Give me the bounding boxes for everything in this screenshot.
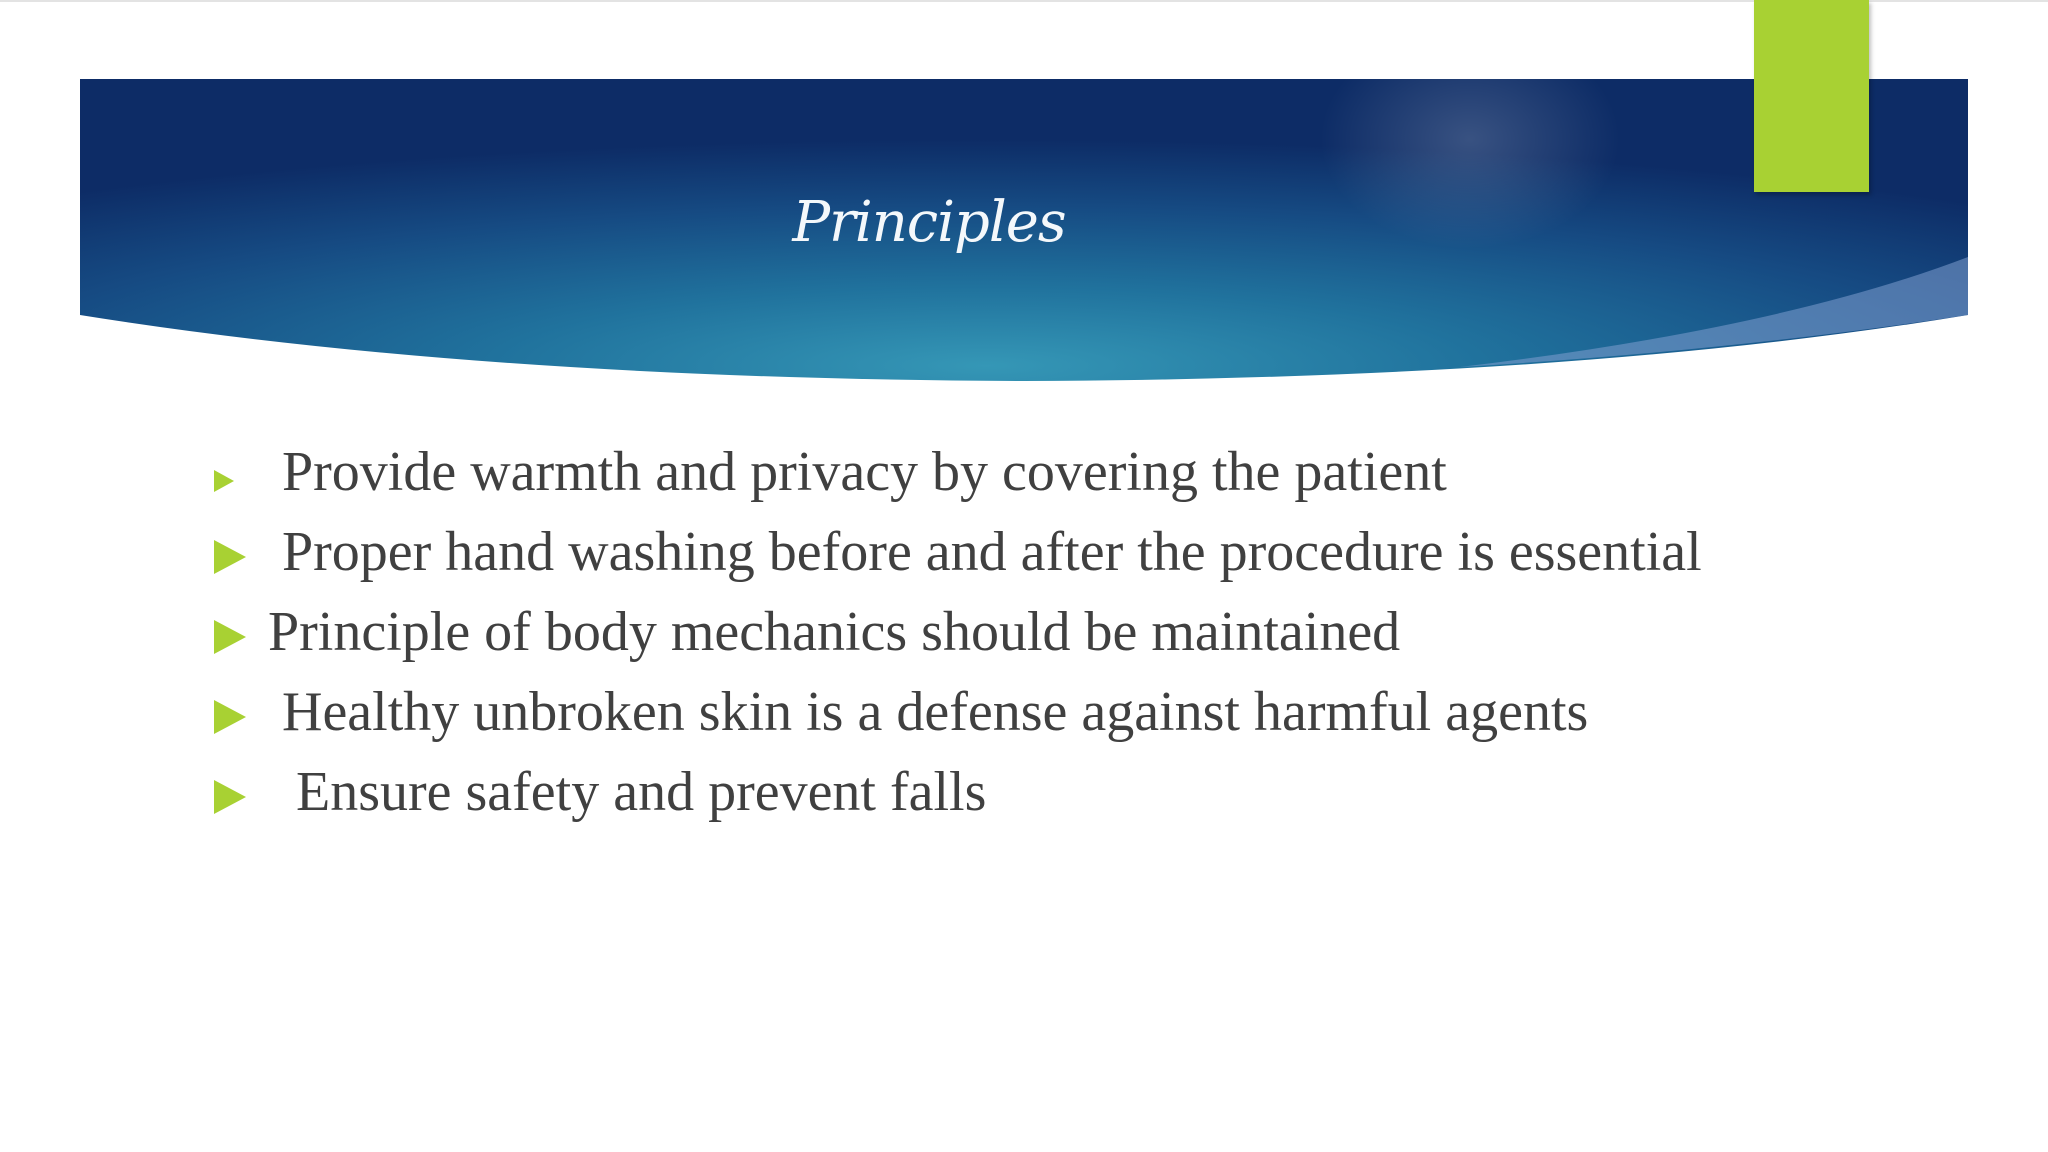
triangle-right-icon	[214, 540, 246, 574]
triangle-right-icon	[214, 700, 246, 734]
top-divider	[0, 0, 2048, 2]
triangle-right-icon	[214, 470, 234, 492]
bullet-text: Provide warmth and privacy by covering the patient	[268, 441, 1447, 503]
list-item	[210, 520, 1710, 584]
triangle-right-icon	[214, 780, 246, 814]
triangle-right-icon	[214, 620, 246, 654]
bullet-text: Ensure safety and prevent falls	[268, 761, 987, 823]
bullet-text: Healthy unbroken skin is a defense against harmful agents	[268, 681, 1589, 743]
list-item	[210, 600, 1710, 664]
bullet-text: Principle of body mechanics should be maintained	[268, 601, 1401, 663]
list-item	[210, 440, 1710, 504]
accent-tab	[1754, 0, 1869, 192]
list-item	[210, 760, 1710, 824]
list-item	[210, 680, 1710, 744]
slide-title: Principles	[792, 190, 1066, 255]
bullet-text: Proper hand washing before and after the procedure is essential	[268, 521, 1702, 583]
bullet-list	[210, 440, 1710, 840]
